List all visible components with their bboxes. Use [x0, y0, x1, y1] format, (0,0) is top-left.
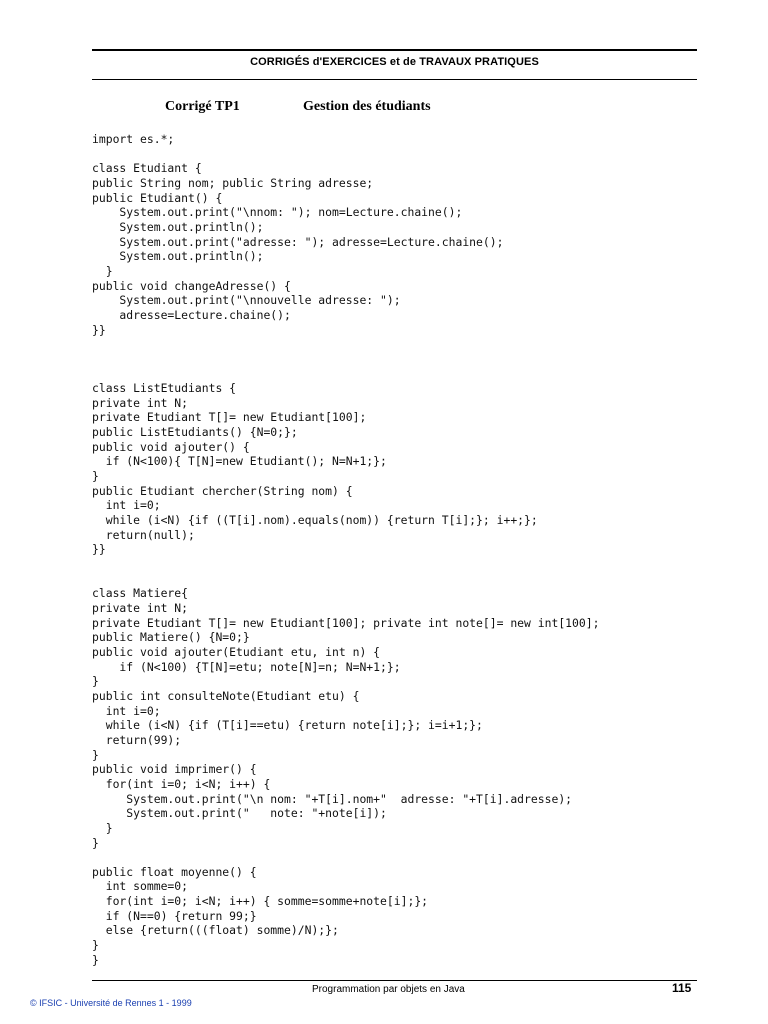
- exercise-heading: Corrigé TP1: [165, 99, 240, 114]
- copyright-notice: © IFSIC - Université de Rennes 1 - 1999: [30, 998, 192, 1008]
- footer-course-title: Programmation par objets en Java: [312, 984, 465, 995]
- page-number: 115: [672, 981, 692, 995]
- top-rule: [92, 49, 697, 51]
- java-code-listing: import es.*; class Etudiant { public String nom; public String adresse; public Etudiant() { System.out.print("\nnom: "); nom=Lecture.chaine(); System.out.println(); System.out.print("adresse: "); adresse=Lecture.chaine(); System.out.println(); } public void changeAdresse() { System.out.print("\nnouvelle adresse: "); adresse=Lecture.chaine(); }} class ListEtudiants { private int N; private Etudiant T[]= new Etudiant[100]; public ListEtudiants() {N=0;}; public void ajouter() { if (N<100){ T[N]=new Etudiant(); N=N+1;}; } public Etudiant chercher(String nom) { int i=0; while (i<N) {if ((T[i].nom).equals(nom)) {return T[i];}; i++;}; return(null); }} class Matiere{ private int N; private Etudiant T[]= new Etudiant[100]; private int note[]= new int[100]; public Matiere() {N=0;} public void ajouter(Etudiant etu, int n) { if (N<100) {T[N]=etu; note[N]=n; N=N+1;}; } public int consulteNote(Etudiant etu) { int i=0; while (i<N) {if (T[i]==etu) {return note[i];}; i=i+1;}; return(99); } public void imprimer() { for(int i=0; i<N; i++) { System.out.print("\n nom: "+T[i].nom+" adresse: "+T[i].adresse); System.out.print(" note: "+note[i]); } } public float moyenne() { int somme=0; for(int i=0; i<N; i++) { somme=somme+note[i];}; if (N==0) {return 99;} else {return(((float) somme)/N);}; } }: [92, 132, 600, 967]
- header-rule: [92, 79, 697, 80]
- footer-rule: [92, 980, 697, 981]
- running-header: CORRIGÉS d'EXERCICES et de TRAVAUX PRATIQUES: [250, 56, 539, 68]
- exercise-subject: Gestion des étudiants: [303, 99, 431, 114]
